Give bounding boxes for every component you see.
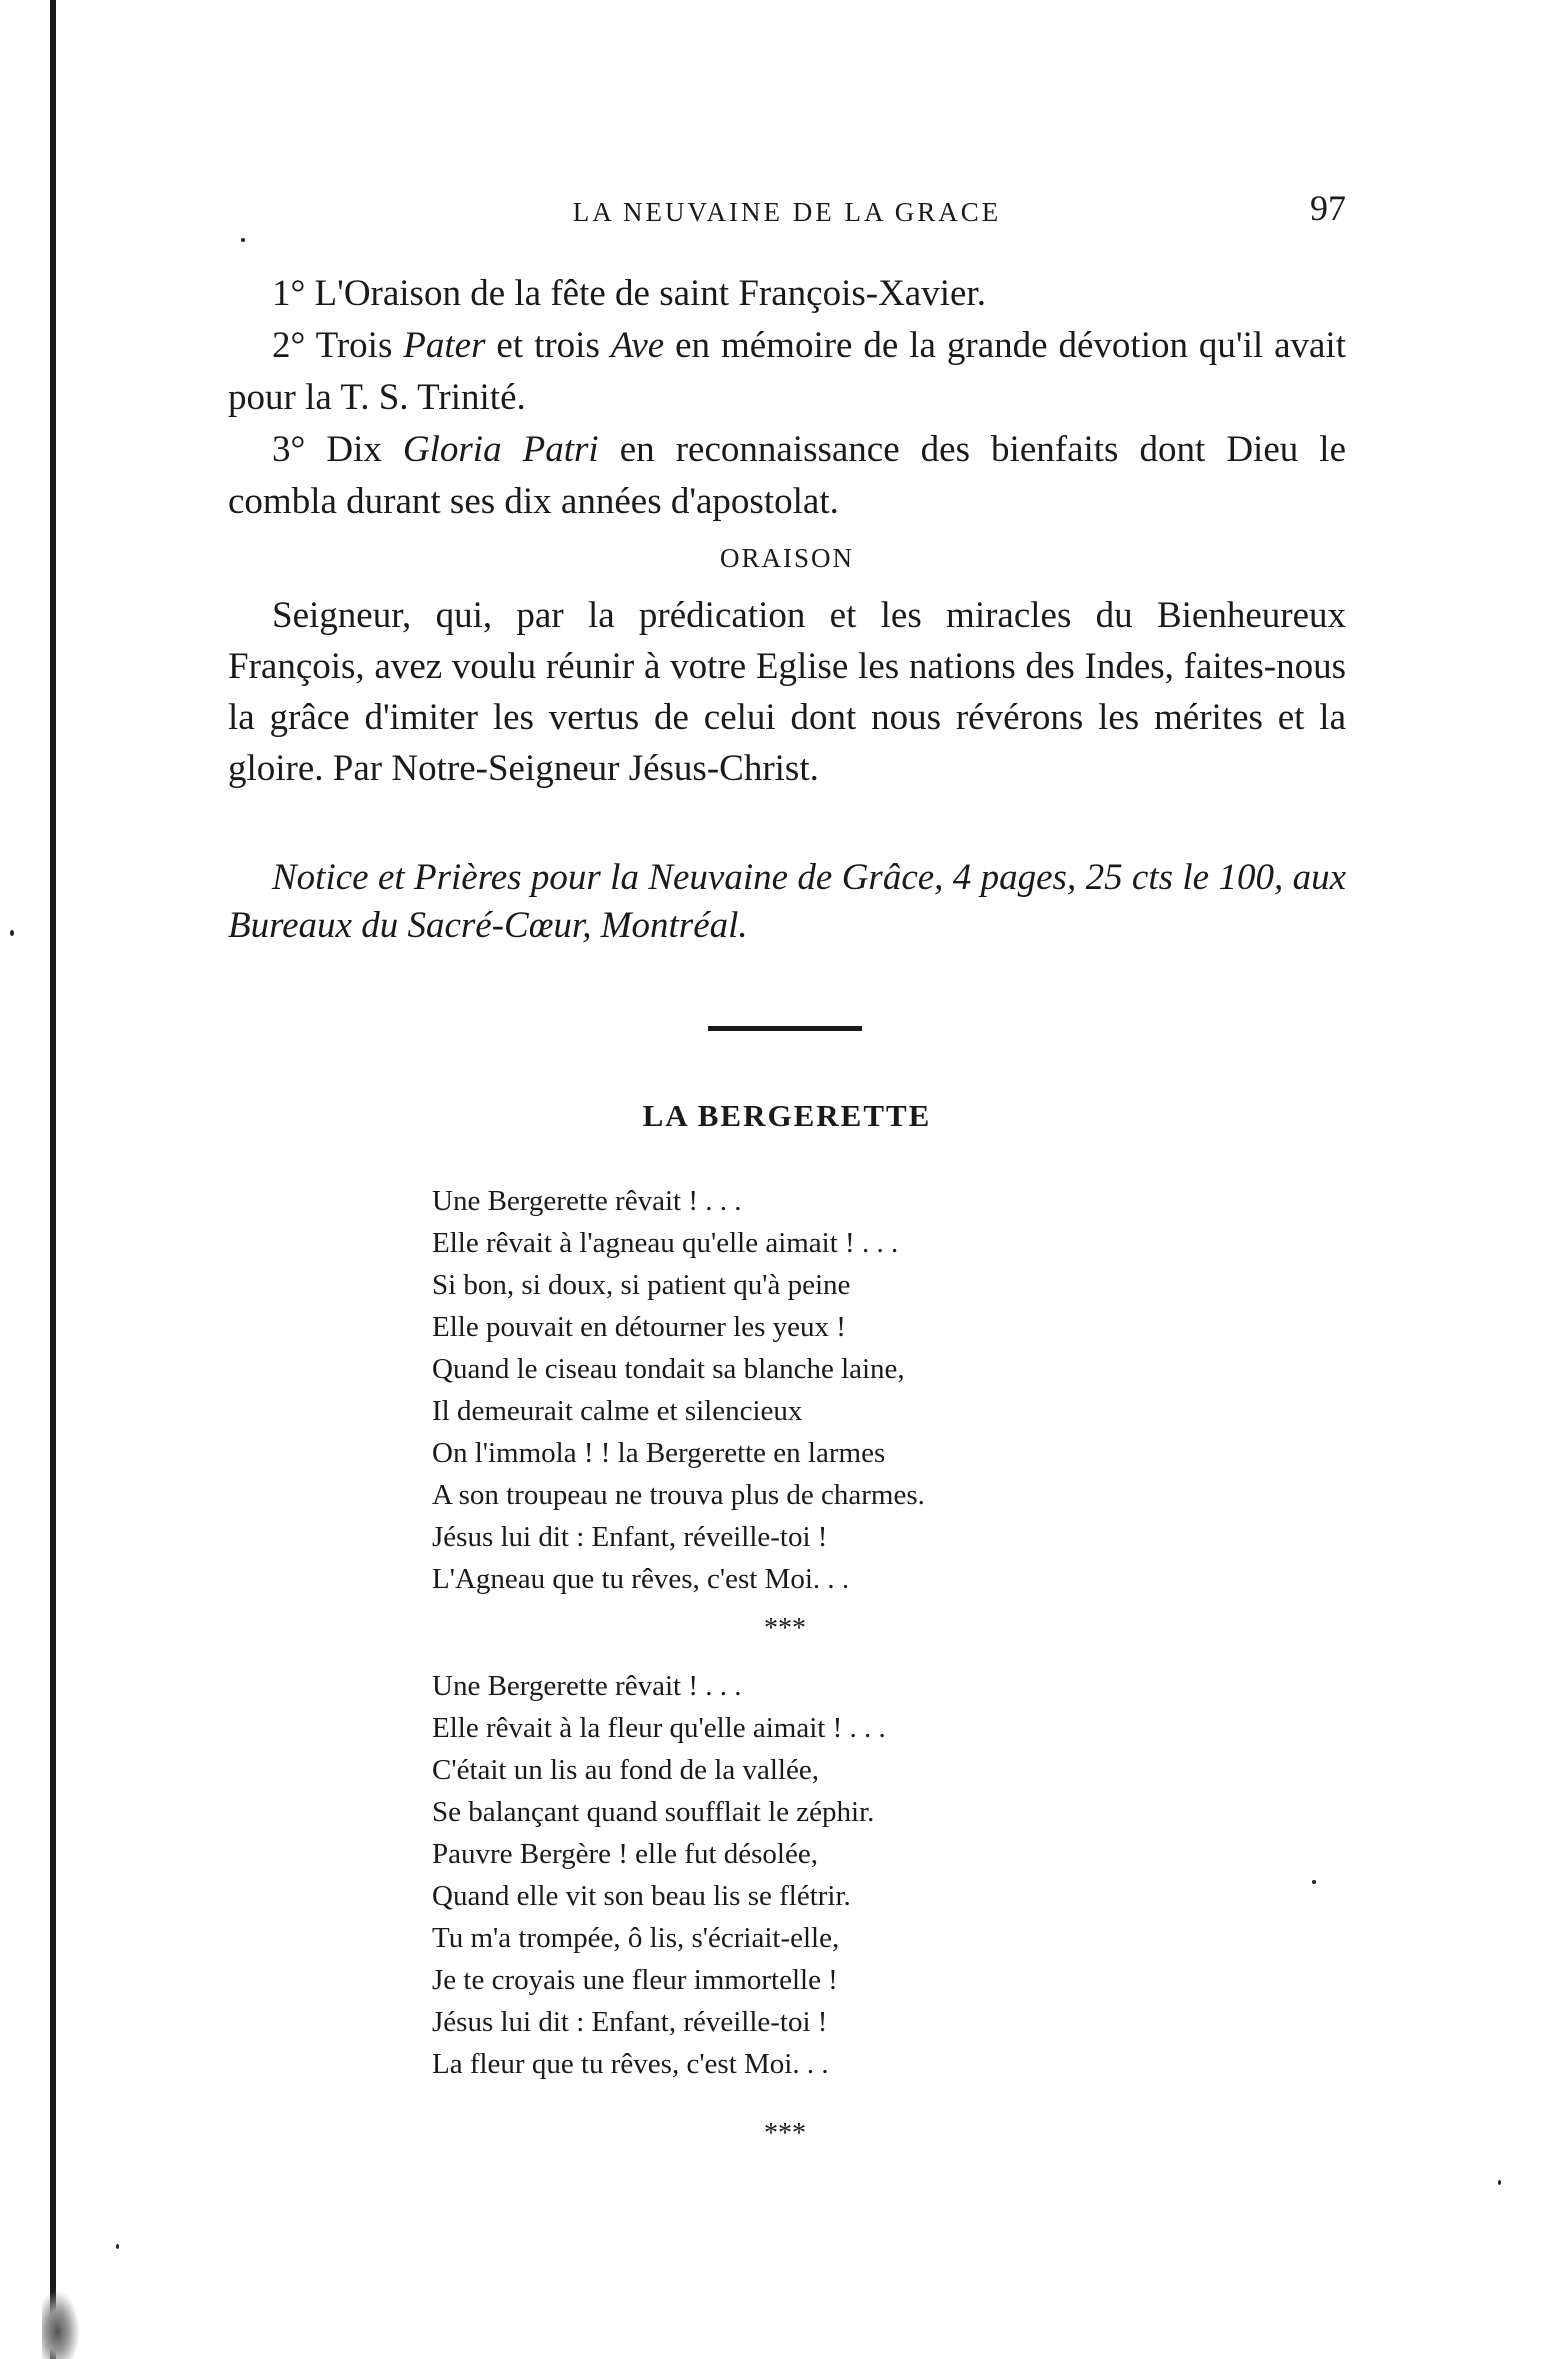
observance-text: Dix [326,429,403,470]
poem-line: Une Bergerette rêvait ! . . . [432,1185,742,1217]
section-divider [708,1026,862,1031]
observance-text: en reconnaissance des bienfaits dont Dieu le combla durant ses dix années d'apostolat. [228,429,1346,522]
oraison-heading: ORAISON [719,543,854,573]
observance-number: 2° [272,325,316,366]
observance-1 [228,268,1346,320]
asterism-separator: *** [764,1613,806,1644]
poem-line: Jésus lui dit : Enfant, réveille-toi ! [432,2006,828,2038]
poem-line: Quand le ciseau tondait sa blanche laine, [432,1353,905,1385]
observance-2 [228,320,1346,424]
poem-line: L'Agneau que tu rêves, c'est Moi. . . [432,1563,850,1595]
margin-speck [116,2244,119,2249]
running-title: LA NEUVAINE DE LA GRACE [572,197,1002,227]
page-number: 97 [1310,188,1346,228]
poem-line: Jésus lui dit : Enfant, réveille-toi ! [432,1521,828,1553]
poem-line: La fleur que tu rêves, c'est Moi. . . [432,2048,829,2080]
poem-line: On l'immola ! ! la Bergerette en larmes [432,1437,886,1469]
prayer-name: Pater [403,325,486,366]
poem-stanza-1 [432,1180,925,1600]
observance-3 [228,424,1346,528]
poem-line: Je te croyais une fleur immortelle ! [432,1964,838,1996]
margin-speck [10,930,14,936]
poem-line: Une Bergerette rêvait ! . . . [432,1670,742,1702]
poem-line: Il demeurait calme et silencieux [432,1395,803,1427]
poem-stanza-2 [432,1665,886,2085]
oraison-text: Seigneur, qui, par la prédication et les miracles du Bienheureux François, avez voulu réunir à votre Eglise les nations des Indes, faites-nous la grâce d'imiter les vertus de celui dont nous révérons les mérites et la gloire. Par Notre-Seigneur Jésus-Christ. [228,595,1346,789]
poem-line: A son troupeau ne trouva plus de charmes. [432,1479,925,1511]
poem-line: Si bon, si doux, si patient qu'à peine [432,1269,851,1301]
observance-text: Trois [315,325,404,366]
notice-text: Notice et Prières pour la Neuvaine de Grâce, 4 pages, 25 cts le 100, aux Bureaux du Sacré-Cœur, Montréal. [228,857,1346,946]
poem-line: Tu m'a trompée, ô lis, s'écriait-elle, [432,1922,840,1954]
poem-line: Pauvre Bergère ! elle fut désolée, [432,1838,818,1870]
poem-line: Elle rêvait à la fleur qu'elle aimait ! . . . [432,1712,886,1744]
margin-speck [1498,2180,1501,2185]
asterism-separator: *** [764,2118,806,2149]
prayer-name: Gloria Patri [402,429,599,470]
observance-number: 1° [272,273,315,314]
poem-line: Elle pouvait en détourner les yeux ! [432,1311,846,1343]
observance-text: et trois [485,325,611,366]
margin-speck [241,238,245,242]
observance-text: en mémoire de la grande dévotion qu'il avait pour la T. S. Trinité. [228,325,1346,418]
observance-text: L'Oraison de la fête de saint François-Xavier. [314,273,986,314]
poem-line: Elle rêvait à l'agneau qu'elle aimait ! . . . [432,1227,899,1259]
poem-line: Se balançant quand soufflait le zéphir. [432,1796,875,1828]
margin-speck [1312,1880,1316,1884]
poem-title: LA BERGERETTE [642,1098,932,1133]
poem-line: C'était un lis au fond de la vallée, [432,1754,819,1786]
page-header [228,188,1346,243]
prayer-name: Ave [610,325,665,366]
observance-number: 3° [272,429,327,470]
poem-line: Quand elle vit son beau lis se flétrir. [432,1880,851,1912]
